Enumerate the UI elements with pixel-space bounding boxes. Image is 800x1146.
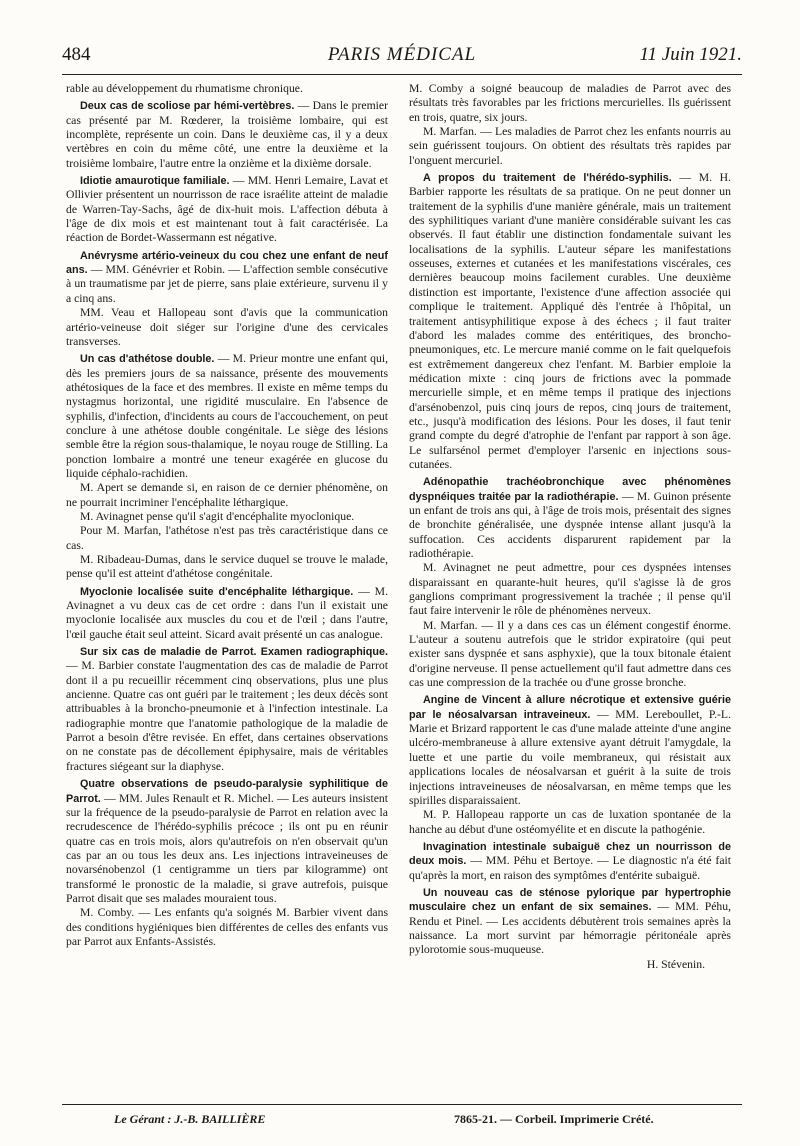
paragraph bbox=[409, 886, 731, 958]
paragraph bbox=[66, 352, 388, 481]
paragraph bbox=[409, 808, 731, 837]
section-heading: Idiotie amaurotique familiale. bbox=[80, 175, 230, 188]
section-heading: Myoclonie localisée suite d'encéphalite léthargique. bbox=[80, 585, 354, 598]
paragraph bbox=[66, 585, 388, 642]
section-heading: Quatre observations de pseudo-paralysie syphilitique de Parrot. bbox=[66, 778, 388, 805]
paragraph bbox=[66, 510, 388, 524]
paragraph-text: — MM. Péhu, Rendu et Pinel. — Les accidents débutèrent trois semaines après la naissance. La mort survint par hémorragie péritonéale après pylorotomie sous-muqueuse. bbox=[409, 900, 731, 957]
signature: H. Stévenin. bbox=[646, 957, 705, 971]
header-rule bbox=[62, 74, 742, 75]
paragraph bbox=[409, 171, 731, 472]
paragraph-text: — M. Prieur montre une enfant qui, dès les premiers jours de sa naissance, présente des mouvements athétosiques de la face et des membres. Il existe en même temps du nystagmus horizontal, une rigidité musculaire. En l'absence de syphilis, d'infection, d'incidents au cours de l'accouchement, on peut conclure à une athétose double congénitale. Le siège des lésions semble être la région sous-thalamique, le noyau rouge de Stilling. La ponction lombaire a montré une teneur exagérée en glucose du liquide céphalo-rachidien. bbox=[66, 352, 388, 480]
paragraph bbox=[409, 475, 731, 561]
paragraph-text: — MM. Lereboullet, P.-L. Marie et Brizard rapportent le cas d'une malade atteinte d'une angine ulcéro-membraneuse à allure extensive ayant détruit l'amygdale, la luette et une partie du voile membraneux, qui résistait aux applications locales de néosalvarsan et guérit à la suite de trois injections intraveineuses de néosalvarsan, en même temps que les spirilles disparaissaient. bbox=[409, 707, 731, 807]
paragraph bbox=[66, 99, 388, 171]
paragraph bbox=[66, 645, 388, 774]
paragraph bbox=[66, 306, 388, 349]
paragraph-text: M. Marfan. — Il y a dans ces cas un élément congestif énorme. L'auteur a soutenu autrefois que le stridor expiratoire (qui peut exister sans dyspnée et sans asphyxie), que la toux bitonale étaient d'origine nerveuse. Il pense actuellement qu'il faut admettre dans ces cas une compression de la trachée ou d'une grosse bronche. bbox=[409, 618, 731, 690]
page-header bbox=[62, 44, 742, 74]
footer-rule bbox=[62, 1104, 742, 1105]
paragraph-text: M. P. Hallopeau rapporte un cas de luxation spontanée de la hanche au début d'une ostéomyélite et en discute la pathogénie. bbox=[409, 808, 731, 836]
page-number: 484 bbox=[62, 44, 91, 65]
section-heading: A propos du traitement de l'hérédo-syphilis. bbox=[423, 172, 672, 185]
paragraph-text: M. Ribadeau-Dumas, dans le service duquel se trouve le malade, pense qu'il est atteint d'athétose congénitale. bbox=[66, 553, 388, 581]
right-column bbox=[409, 82, 731, 1100]
paragraph bbox=[66, 524, 388, 553]
paragraph-text: — MM. Génévrier et Robin. — L'affection semble consécutive à un traumatisme par jet de pierre, sans plaie extérieure, survenu il y a cinq ans. bbox=[66, 263, 388, 305]
paragraph-text: — M. Guinon présente un enfant de trois ans qui, à l'âge de trois mois, présentait des signes de bronchite généralisée, une dyspnée intense allant jusqu'à la suffocation. Ces accidents disparurent rapidement par la radiothérapie. bbox=[409, 489, 731, 560]
footer-gerant: Le Gérant : J.-B. BAILLIÈRE bbox=[114, 1112, 266, 1126]
paragraph-text: — MM. Henri Lemaire, Lavat et Ollivier présentent un nourrisson de race israélite atteint de maladie de Warren-Tay-Sachs, âgé de dix-huit mois. L'affection débuta à l'âge de dix mois et est maintenant tout à fait caractérisée. La réaction de Bordet-Wassermann est négative. bbox=[66, 174, 388, 245]
paragraph-text: — Dans le premier cas présenté par M. Rœderer, la troisième lombaire, qui est incomplète, représente un coin. Dans le deuxième cas, il y a deux vertèbres en coin du même côté, une entre la deuxième et la troisième lombaire, l'autre entre la onzième et la dixième dorsale. bbox=[66, 99, 388, 170]
paragraph-text: — MM. Jules Renault et R. Michel. — Les auteurs insistent sur la fréquence de la pseudo-paralysie de Parrot en relation avec la recrudescence de l'hérédo-syphilis précoce ; ils ont pu en réunir quatre cas en trois mois, alors qu'autrefois on n'en observait qu'un cas par an ou tous les deux ans. Les injections intraveineuses de novarsénobenzol (1 centigramme un tiers par kilogramme) ont transformé le pronostic de la maladie, si grave autrefois, puisque Parrot disait que ses malades mouraient tous. bbox=[66, 791, 388, 905]
paragraph bbox=[66, 82, 388, 96]
paragraph bbox=[66, 777, 388, 906]
paragraph-text: M. Comby a soigné beaucoup de maladies de Parrot avec des résultats très favorables par les frictions mercurielles. Ils guérissent en trois, quatre, six jours. bbox=[409, 82, 731, 124]
paragraph bbox=[409, 840, 731, 883]
paragraph-text: MM. Veau et Hallopeau sont d'avis que la communication artério-veineuse doit siéger sur l'origine d'une des cervicales transverses. bbox=[66, 306, 388, 348]
paragraph bbox=[66, 553, 388, 582]
paragraph-text: — M. Avinagnet a vu deux cas de cet ordre : dans l'un il existait une myoclonie localisée aux muscles du cou et de l'œil ; dans l'autre, l'œil gauche était seul atteint. Sicard avait présenté un cas analogue. bbox=[66, 584, 388, 641]
left-column bbox=[66, 82, 388, 1100]
paragraph bbox=[409, 82, 731, 125]
paragraph-text: — M. Barbier constate l'augmentation des cas de maladie de Parrot dont il a pu recueillir récemment cinq observations, plus une plus ancienne. Quatre cas ont guéri par le traitement ; les deux décès sont attribuables à la broncho-pneumonie et à l'infection intestinale. La radiographie montre que l'anatomie pathologique de la maladie de Parrot a besoin d'être revisée. En effet, dans certaines observations on ne constate pas de décollement épiphysaire, mais de véritables fractures siégeant sur la diaphyse. bbox=[66, 659, 388, 773]
paragraph bbox=[409, 619, 731, 691]
section-heading: Deux cas de scoliose par hémi-vertèbres. bbox=[80, 100, 295, 113]
section-heading: Un cas d'athétose double. bbox=[80, 353, 215, 366]
paragraph bbox=[66, 481, 388, 510]
paragraph bbox=[66, 906, 388, 949]
paragraph-text: — M. H. Barbier rapporte les résultats de sa pratique. On ne peut donner un traitement de la syphilis d'une manière générale, mais un traitement des syphilitiques variant d'une manière considérable suivant les cas observés. Il faut établir une distinction fondamentale suivant les localisations de la syphilis. L'auteur sépare les manifestations osseuses, externes et cutanées et les manifestations viscérales, ces dernières beaucoup moins facilement curables. Une deuxième distinction est importante, l'existence d'une affection associée qui complique le traitement. Appliqué dès l'entrée à l'hôpital, un traitement antisyphilitique expose à des échecs ; il faut traiter d'abord les malades comme des entéritiques, des broncho-pneumoniques, etc. Le mercure manié comme on le fait quelquefois est extrêmement dangereux chez l'enfant. M. Barbier emploie la médication mixte : cinq jours de frictions avec la pommade mercurielle simple, et en même temps il pratique des injections d'arsénobenzol, puis cinq jours de repos, cinq jours de traitement, etc., jusqu'à modification des lésions. Pour les doses, il faut tenir grand compte du degré d'atrophie de l'enfant par rapport à son âge. Le sulfarsénol permet d'employer l'arsenic en injections sous-cutanées. bbox=[409, 171, 731, 471]
journal-title: PARIS MÉDICAL bbox=[327, 44, 477, 65]
paragraph-text: Pour M. Marfan, l'athétose n'est pas très caractéristique dans ce cas. bbox=[66, 524, 388, 552]
paragraph bbox=[66, 249, 388, 306]
paragraph-text: rable au développement du rhumatisme chronique. bbox=[66, 82, 303, 95]
page-footer bbox=[62, 1112, 742, 1134]
paragraph-text: — MM. Péhu et Bertoye. — Le diagnostic n'a été fait qu'après la mort, en raison des symptômes d'entérite subaiguë. bbox=[409, 854, 731, 882]
paragraph-text: M. Comby. — Les enfants qu'a soignés M. Barbier vivent dans des conditions hygiéniques bien différentes de celles des enfants vus par Parrot aux Enfants-Assistés. bbox=[66, 906, 388, 948]
paragraph-text: M. Avinagnet ne peut admettre, pour ces dyspnées intenses disparaissant en quarante-huit heures, qu'il s'agisse là de gros ganglions comprimant progressivement la trachée ; il pense qu'il faut faire intervenir le rôle de phénomènes nerveux. bbox=[409, 561, 731, 618]
section-heading: Anévrysme artério-veineux du cou chez une enfant de neuf ans. bbox=[66, 249, 388, 277]
paragraph bbox=[409, 693, 731, 808]
paragraph bbox=[66, 174, 388, 246]
section-heading: Angine de Vincent à allure nécrotique et extensive guérie par le néosalvarsan intraveineux. bbox=[409, 694, 731, 721]
paragraph-text: M. Marfan. — Les maladies de Parrot chez les enfants nourris au sein guérissent toujours. On obtient des résultats très rapides par l'onguent mercuriel. bbox=[409, 125, 731, 167]
section-heading: Sur six cas de maladie de Parrot. Examen radiographique. bbox=[80, 646, 388, 659]
section-heading: Un nouveau cas de sténose pylorique par hypertrophie musculaire chez un enfant de six semaines. bbox=[409, 886, 731, 914]
section-heading: Adénopathie trachéobronchique avec phénomènes dyspnéiques traitée par la radiothérapie. bbox=[409, 476, 731, 503]
paragraph bbox=[409, 561, 731, 618]
issue-date: 11 Juin 1921. bbox=[639, 44, 742, 65]
section-heading: Invagination intestinale subaiguë chez un nourrisson de deux mois. bbox=[409, 840, 731, 868]
paragraph-text: M. Apert se demande si, en raison de ce dernier phénomène, on ne pourrait incriminer l'encéphalite léthargique. bbox=[66, 481, 388, 509]
paragraph bbox=[409, 125, 731, 168]
paragraph-text: M. Avinagnet pense qu'il s'agit d'encéphalite myoclonique. bbox=[80, 509, 355, 523]
footer-printer: 7865-21. — Corbeil. Imprimerie Crété. bbox=[454, 1112, 654, 1126]
